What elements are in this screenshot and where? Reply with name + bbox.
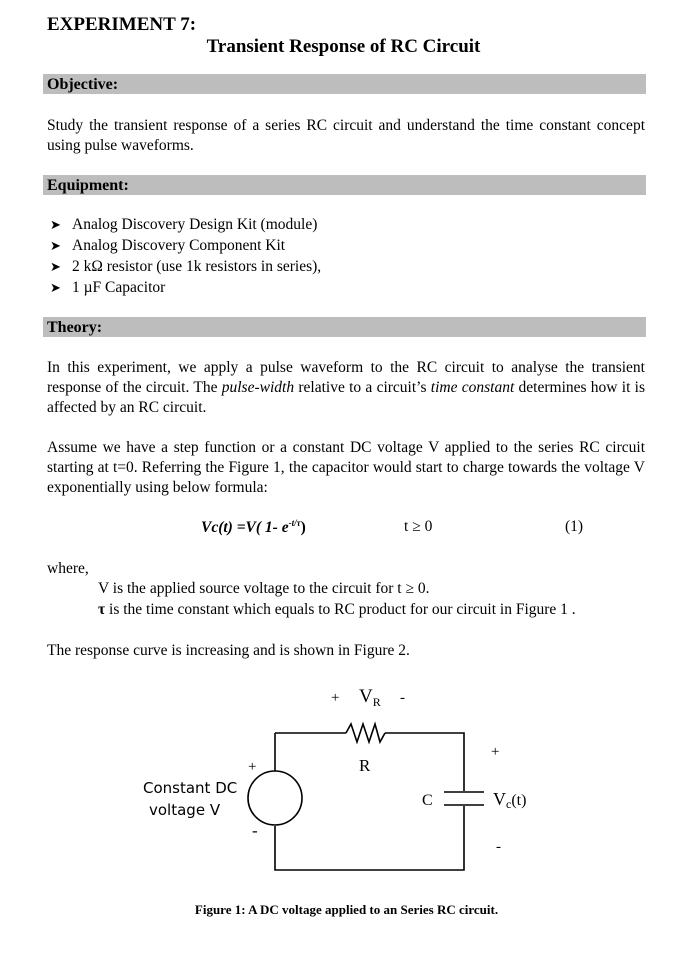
bullet-arrow-icon: ➤ bbox=[50, 239, 61, 254]
source-label-line-2: voltage V bbox=[149, 801, 221, 819]
objective-text: Study the transient response of a series RC circuit and understand the time constant concept using pulse waveforms. bbox=[47, 117, 645, 154]
formula-condition: t ≥ 0 bbox=[404, 518, 433, 535]
formula-lhs: Vc(t) =V( 1- e bbox=[201, 519, 289, 537]
vc-subscript: c bbox=[506, 797, 512, 811]
experiment-number: EXPERIMENT 7: bbox=[47, 14, 197, 35]
emphasis-pulse-width: pulse-width bbox=[221, 379, 295, 396]
bullet-arrow-icon: ➤ bbox=[50, 218, 61, 233]
where-line-1: V is the applied source voltage to the circuit for t ≥ 0. bbox=[98, 580, 430, 597]
resistor-symbol bbox=[346, 724, 385, 742]
capacitor-plus-sign: + bbox=[491, 744, 500, 760]
vr-label bbox=[359, 686, 381, 709]
voltage-source-symbol bbox=[248, 771, 302, 825]
source-plus-sign: + bbox=[248, 759, 257, 775]
equipment-item-label: Analog Discovery Design Kit (module) bbox=[72, 216, 318, 233]
wire-top-right bbox=[385, 733, 464, 791]
vc-t: (t) bbox=[511, 792, 527, 809]
bullet-arrow-icon: ➤ bbox=[50, 281, 61, 296]
theory-heading: Theory: bbox=[43, 317, 646, 337]
text-run: determines how it is affected by an RC circuit. bbox=[47, 379, 645, 416]
equipment-item-label: 2 kΩ resistor (use 1k resistors in series), bbox=[72, 258, 322, 275]
source-label-line-1: Constant DC bbox=[143, 779, 238, 797]
page-title-text: Transient Response of RC Circuit bbox=[206, 36, 481, 57]
equipment-item-label: 1 µF Capacitor bbox=[72, 279, 166, 296]
theory-paragraph-2: Assume we have a step function or a constant DC voltage V applied to the series RC circuit starting at t=0. Referring the Figure 1, the capacitor would start to charge towards the voltage V exponentially using below formula: bbox=[47, 439, 645, 496]
formula-close: ) bbox=[300, 519, 306, 537]
vc-label bbox=[493, 789, 526, 811]
objective-heading: Objective: bbox=[43, 74, 646, 94]
formula-number: (1) bbox=[565, 518, 584, 535]
wire-left-bottom bbox=[275, 806, 464, 870]
vr-subscript: R bbox=[372, 695, 381, 709]
theory-paragraph-3: The response curve is increasing and is shown in Figure 2. bbox=[47, 642, 410, 659]
emphasis-time-constant: time constant bbox=[430, 379, 515, 396]
resistor-label: R bbox=[359, 756, 371, 775]
capacitor-label: C bbox=[422, 792, 433, 809]
figure-caption: Figure 1: A DC voltage applied to an Series RC circuit. bbox=[194, 902, 499, 917]
vr-plus-sign: + bbox=[331, 690, 340, 706]
text-run: relative to a circuit’s bbox=[294, 379, 431, 396]
equipment-heading: Equipment: bbox=[43, 175, 646, 195]
bullet-arrow-icon: ➤ bbox=[50, 260, 61, 275]
vc-letter: V bbox=[493, 789, 506, 809]
vr-minus-sign: - bbox=[400, 690, 405, 706]
text-run: is the time constant which equals to RC product for our circuit in Figure 1 . bbox=[105, 601, 576, 618]
vr-letter: V bbox=[359, 686, 373, 707]
capacitor-minus-sign: - bbox=[496, 839, 501, 855]
where-label: where, bbox=[47, 560, 89, 577]
formula-exponent: -t/τ bbox=[288, 518, 301, 528]
tau-symbol: τ bbox=[98, 601, 106, 618]
source-minus-sign: - bbox=[252, 821, 258, 840]
equipment-item-label: Analog Discovery Component Kit bbox=[72, 237, 286, 254]
text-run: In this experiment, we apply a pulse waveform to the RC circuit to analyse the transient response of the circuit. The bbox=[47, 359, 645, 396]
